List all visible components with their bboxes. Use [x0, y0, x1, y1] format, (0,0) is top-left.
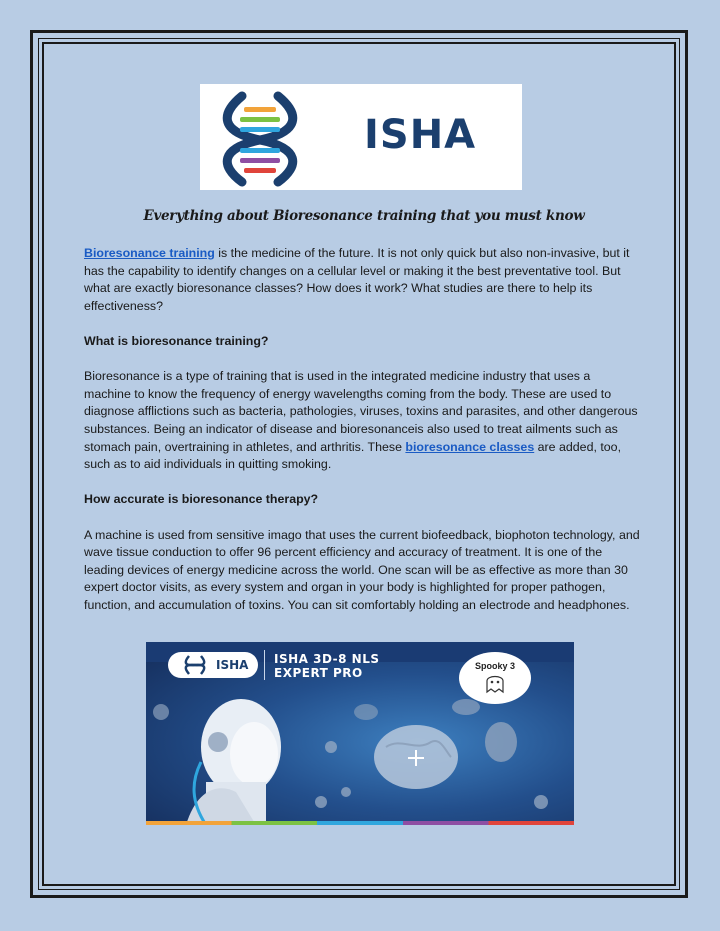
- dna-helix-icon: [200, 84, 360, 190]
- logo-wordmark: ISHA: [364, 112, 477, 158]
- banner-logo-pill: [168, 652, 258, 678]
- isha-logo: [200, 84, 522, 190]
- banner-product-line2: EXPERT PRO: [274, 666, 363, 680]
- paragraph-intro: [84, 245, 640, 315]
- heading-what-is: What is bioresonance training?: [84, 333, 269, 348]
- spooky-badge-label: Spooky 3: [474, 661, 515, 671]
- bioresonance-training-link[interactable]: Bioresonance training: [84, 246, 215, 260]
- product-banner-image: [146, 642, 574, 825]
- banner-product-title: [274, 652, 380, 680]
- banner-divider: [264, 650, 265, 680]
- what-is-tail: are added, too, such as to aid individuals in quitting smoking.: [84, 439, 622, 472]
- bioresonance-classes-link[interactable]: bioresonance classes: [405, 439, 535, 454]
- article-title: Everything about Bioresonance training that you must know: [143, 208, 585, 224]
- intro-text: is the medicine of the future. It is not only quick but also non-invasive, but it has the capability to identify changes on a cellular level or making it the best preventative tool. But what are exactly bioresonance classes? How does it work? What studies are there to help its effectiveness?: [84, 246, 630, 313]
- paragraph-accuracy: A machine is used from sensitive imago that uses the current biofeedback, biophoton technology, and wave tissue conduction to offer 96 percent efficiency and accuracy of treatment. It is one of the leading devices of energy medicine across the world. One scan will be as effective as more than 30 expert doctor visits, as every system and organ in your body is highlighted for proper pathogen, function, and accumulation of toxins. You can sit comfortably holding an electrode and headphones.: [84, 527, 640, 612]
- ghost-icon: [483, 672, 507, 694]
- paragraph-what-is: [84, 368, 640, 474]
- spooky-badge: [459, 652, 531, 704]
- banner-brand: ISHA: [216, 658, 249, 672]
- heading-accuracy: How accurate is bioresonance therapy?: [84, 492, 319, 507]
- banner-color-strip: [146, 821, 574, 825]
- banner-product-line1: ISHA 3D-8 NLS: [274, 652, 380, 666]
- article-body: [84, 245, 640, 632]
- what-is-text: Bioresonance is a type of training that is used in the integrated medicine industry that uses a machine to know the frequency of energy wavelengths coming from the body. These are used to diagnose afflictions such as bacteria, pathologies, viruses, toxins and parasites, and other dangerous substances. Being an indicator of disease and bioresonanceis also used to treat ailments such as stomach pain, overtraining in athletes, and arthritis. These: [84, 369, 638, 454]
- dna-helix-icon: [182, 654, 208, 676]
